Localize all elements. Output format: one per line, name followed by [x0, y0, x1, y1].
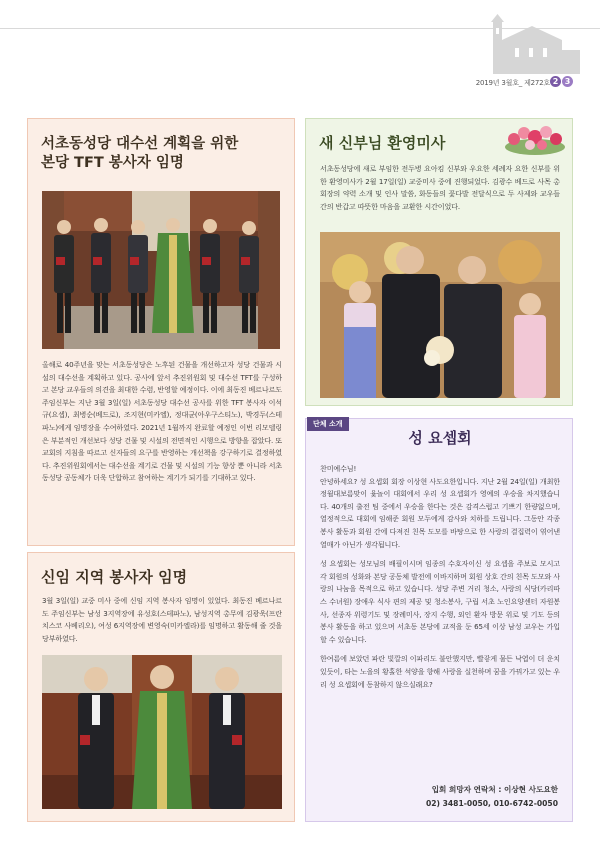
- welcome-article-title: 새 신부님 환영미사: [319, 134, 446, 152]
- st-joseph-para2: 성 요셉회는 성모님의 배필이시며 임종의 수호자이신 성 요셉을 주보로 모시고 각 회원의 성화와 본당 공동체 발전에 이바지하며 회원 상호 간의 친목 도모와 사랑의 나눔을 목적으로 하고 있습니다. 성당 주변 거리 청소, 사랑의 식당(카리따스 수녀원) 장애우 식사 편의 제공 및 청소봉사, 구립 서초 노인요양센터 자원봉사, 선종자 위령기도 및 장례미사, 장지 수행, 외인 환자 방문 위로 및 기도 등의 봉사 활동을 하고 있으며 서초동 본당에 교적을 둔 65세 이상 남성 교우는 가입할 수 있습니다.: [320, 559, 560, 644]
- page-number-right: 3: [562, 76, 573, 87]
- welcome-mass-article: [305, 118, 573, 406]
- tft-article-body: 올해로 40주년을 맞는 서초동성당은 노후된 건물을 개선하고자 성당 건물과 시설의 대수선을 계획하고 있다. 공사에 앞서 추진위원회 및 대수선 TFT를 구성하고 본당 교우들의 의견을 최대한 수렴, 반영할 예정이다. 이에 최동진 베르나르도 주임신부는 지난 3월 3일(일) 서초동성당 대수선 공사를 위한 TFT 봉사자 이석규(요셉), 최병순(베드로), 조지현(미카엘), 정대균(아우구스티노), 박경두(스테파노)에게 임명장을 수여하였다. 2021년 1월까지 완료할 예정인 이번 리모델링은 부분적인 개선보다 성당 건물 및 시설의 전면적인 시행으로 방향을 잡았다. 또 교회의 지침을 따르고 신자들의 요구를 반영하는 개선책을 강구하기로 결정하였다. 추진위원회에서는 대수선을 계기로 건물 및 시설의 기능 향상 뿐 아니라 서초동성당 공동체가 더욱 단합하고 참여하는 계기가 되기를 기대하고 있다.: [42, 360, 282, 483]
- regional-photo: [42, 655, 282, 809]
- st-joseph-para1: 안녕하세요? 성 요셉회 회장 이상현 사도요한입니다. 지난 2월 24일(일) 개최한 정월대보름맞이 윷놀이 대회에서 우리 성 요셉회가 영예의 우승을 차지했습니다. 40개의 출전 팀 중에서 우승을 한다는 것은 감격스럽고 기쁘기 한량없으며, 열정적으로 대회에 임해준 회원 모두에게 감사와 치하를 드립니다. 그동안 각종 봉사 활동과 회원 간에 다져진 친목 도모를 바탕으로 한 사랑의 결집력이 엮어낸 열매가 아닌가 생각됩니다.: [320, 476, 560, 549]
- group-intro-tag: 단체 소개: [307, 417, 349, 431]
- st-joseph-body: [320, 463, 560, 698]
- page-numbers: [549, 76, 573, 87]
- tft-title-line1: 서초동성당 대수선 계획을 위한: [41, 136, 239, 152]
- tft-article: [27, 118, 295, 546]
- st-joseph-title: 성 요셉회: [408, 429, 472, 447]
- tft-photo: [42, 191, 280, 349]
- regional-article-title: 신임 지역 봉사자 임명: [41, 568, 188, 586]
- flower-bouquet-icon: [502, 121, 568, 157]
- contact-line-1: 입회 희망자 연락처 : 이상현 사도요한: [431, 785, 558, 794]
- regional-article-body: 3월 3일(일) 교중 미사 중에 신임 지역 봉사자 임명이 있었다. 최동진 베르나르도 주임신부는 남성 3지역장에 유성호(스테파노), 남성지역 총무에 김광욱(프란치스코 사베리오), 여성 6지역장에 변영숙(미카엘라)를 임명하고 활동해 줄 것을 당부하였다.: [42, 596, 282, 643]
- page-header: [0, 0, 600, 95]
- tft-title-line2: 본당 TFT 봉사자 임명: [41, 154, 184, 171]
- welcome-photo: [320, 232, 560, 398]
- tft-article-title: [41, 135, 238, 173]
- issue-label: 2019년 3월호_ 제272호: [475, 79, 550, 87]
- st-joseph-para3: 한여름에 보았던 파란 빛깔의 이파리도 불안했지만, 빨갛게 물든 낙엽이 더 운치 있듯이, 타는 노을의 황홀한 석양을 향해 사랑을 실천하며 꿈을 가꿔가고 있는 우리 성 요셉회에 동참하지 않으실래요?: [320, 654, 560, 689]
- church-silhouette-icon: [485, 14, 580, 74]
- regional-volunteer-article: [27, 552, 295, 822]
- welcome-article-body: 서초동성당에 새로 부임한 전두병 요아킴 신부와 우요한 세례자 요한 신부를 위한 환영미사가 2월 17일(일) 교중미사 중에 진행되었다. 김광수 베드로 사목 총회장의 약력 소개 및 인사 말씀, 화동들의 꽃다발 전달식으로 두 사제와 교우들 간의 반갑고 따뜻한 마음을 교환한 시간이었다.: [320, 164, 560, 211]
- st-joseph-greeting: 찬미예수님!: [320, 464, 357, 473]
- st-joseph-contact: [318, 783, 558, 811]
- page-number-left: 2: [550, 76, 561, 87]
- st-joseph-article: [305, 418, 573, 822]
- contact-line-2: 02) 3481-0050, 010-6742-0050: [425, 799, 558, 808]
